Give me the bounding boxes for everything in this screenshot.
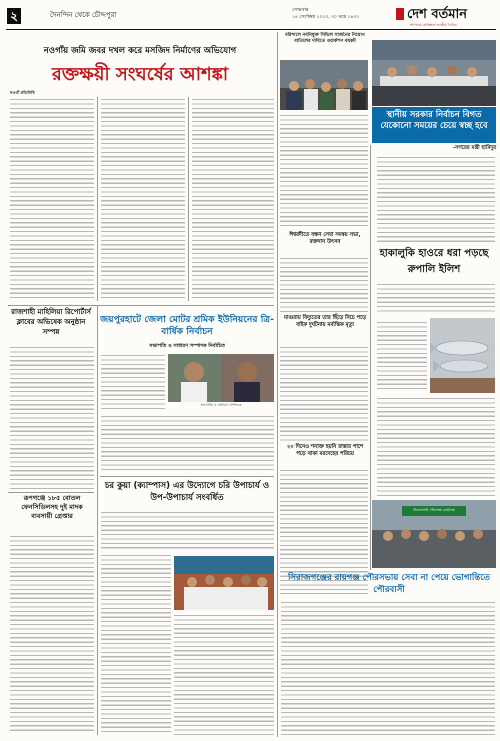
lead-byline: নওগাঁ প্রতিনিধি <box>10 90 35 95</box>
column-divider <box>188 97 189 301</box>
chori-body-3 <box>174 613 274 735</box>
barishal-photo <box>280 60 368 110</box>
portrait-photos <box>168 354 274 402</box>
joypur-body-2 <box>101 414 274 472</box>
issue-day: সোমবার <box>292 7 309 13</box>
rajshahi-headline: রাজশাহী মাহিলিয়া রিপোর্টার্স ক্লাবের অভিষেক অনুষ্ঠান সম্পন্ন <box>11 308 91 336</box>
lead-body-col-1 <box>10 97 94 301</box>
nagar-body <box>377 155 495 243</box>
hakaluki-headline: হাকালুকি হাওরে ধরা পড়ছে রুপালি ইলিশ <box>379 248 489 275</box>
logo-mark <box>396 8 404 20</box>
joypur-headline: জয়পুরহাটে জেলা মোটর শ্রমিক ইউনিয়নের ত্রি-বার্ষিক নির্বাচন <box>100 314 274 337</box>
chori-body-1 <box>101 510 274 550</box>
joypur-subhead: সভাপতি ও সাধারণ সম্পাদক নির্বাচিত <box>149 343 225 349</box>
fish-photo <box>430 318 495 393</box>
hakaluki-body-1 <box>377 282 495 312</box>
joypur-photo-caption: সভাপতি ও সাধারণ সম্পাদক <box>200 403 242 407</box>
bijli-headline: মাগুরায় বিদ্যুতের তার ছিঁড়ে নিচে পড়ে বাইক দুর্ঘটনায় মর্মান্তিক মৃত্যু <box>284 315 366 328</box>
sirajganj-banner: সিরাজগঞ্জ পৌরসভা কার্যালয় <box>413 508 455 512</box>
logo-tagline: আপনার কাঙ্ক্ষিত জাতীয় দৈনিক <box>410 23 457 27</box>
chori-headline: চর কুয়া (ক্যাম্পাস) এর উদ্যোগে চরি উপাচার্য ও উপ-উপাচার্য সংবর্ধিত <box>104 481 270 503</box>
chori-photo <box>174 556 274 610</box>
masthead <box>0 0 500 40</box>
logo-text: দেশ বর্তমান <box>407 7 468 22</box>
lead-body-col-2 <box>101 97 185 301</box>
hilsa-fish-photo <box>430 318 495 393</box>
bijli-body <box>280 345 368 441</box>
masthead-rule <box>6 29 496 30</box>
ward-headline: ২০ দিনেও শনাক্ত হয়নি রাস্তার পাশে পড়ে থাকা মরদেহের পরিচয় <box>286 444 364 457</box>
hakaluki-body-3 <box>377 396 495 496</box>
rupganj-body <box>10 534 94 734</box>
crowd-photo <box>280 60 368 110</box>
ceremony-photo <box>174 556 274 610</box>
lead-headline: রক্তক্ষয়ী সংঘর্ষের আশঙ্কা <box>51 64 229 85</box>
joypur-body-1 <box>101 353 165 411</box>
masthead-logo <box>396 5 494 27</box>
issue-date: ১৪ সেপ্টেম্বর ২০২৩, ৩০ ভাদ্র ১৪৩০ <box>292 15 360 20</box>
column-divider <box>97 97 98 301</box>
hakaluki-body-2 <box>377 320 427 392</box>
page-number-box: ২ <box>7 8 21 24</box>
section-title: দৈনন্দিন থেকে চৌদ্দপুরা <box>50 11 117 19</box>
barishal-headline: বরিশালে নবনিযুক্ত সিভিল সার্জনের নিয়োগ বাতিলের দাবিতে ওয়ার্কশপ বয়কট <box>285 33 365 44</box>
barishal-body <box>280 113 368 228</box>
lead-body-col-3 <box>192 97 274 301</box>
meeting-photo-art <box>372 40 496 106</box>
chori-body-2 <box>101 553 171 735</box>
column-divider <box>97 305 98 735</box>
sirajganj-photo <box>372 500 496 568</box>
nagar-headline: স্থানীয় সরকার নির্বাচন বিগত যেকোনো সময়ের চেয়ে স্বচ্ছ হবে <box>380 109 488 130</box>
sirajganj-body <box>281 600 495 735</box>
joypur-photo <box>168 354 274 402</box>
column-divider <box>370 145 371 570</box>
lead-kicker: নওগাঁয় জমি জবর দখল করে মসজিদ নির্মাণের অভিযোগ <box>43 46 237 56</box>
rupganj-headline: রূপগঞ্জে ১৮৫ বোতল ফেনসিডিলসহ দুই মাদক ব্যবসায়ী গ্রেপ্তার <box>21 494 83 520</box>
nagar-headline-box <box>372 107 496 143</box>
section-rule <box>8 492 94 493</box>
column-divider <box>277 32 278 737</box>
eid-body <box>280 256 368 312</box>
nagar-byline: -নগরের মন্ত্রী হামিদুর <box>452 145 496 151</box>
meeting-photo <box>372 40 496 106</box>
eid-headline: ঈশ্বরদীতে বন্ধন সেবা সমন্বয় সভা, রক্তদান উৎসব <box>289 232 361 245</box>
rajshahi-body <box>10 345 94 490</box>
sirajganj-headline: সিরাজগঞ্জের রায়গঞ্জ পৌরসভায় সেবা না পেয়ে ভোগান্তিতে পৌরবাসী <box>287 573 490 595</box>
section-rule <box>8 305 274 306</box>
section-rule <box>100 476 274 477</box>
